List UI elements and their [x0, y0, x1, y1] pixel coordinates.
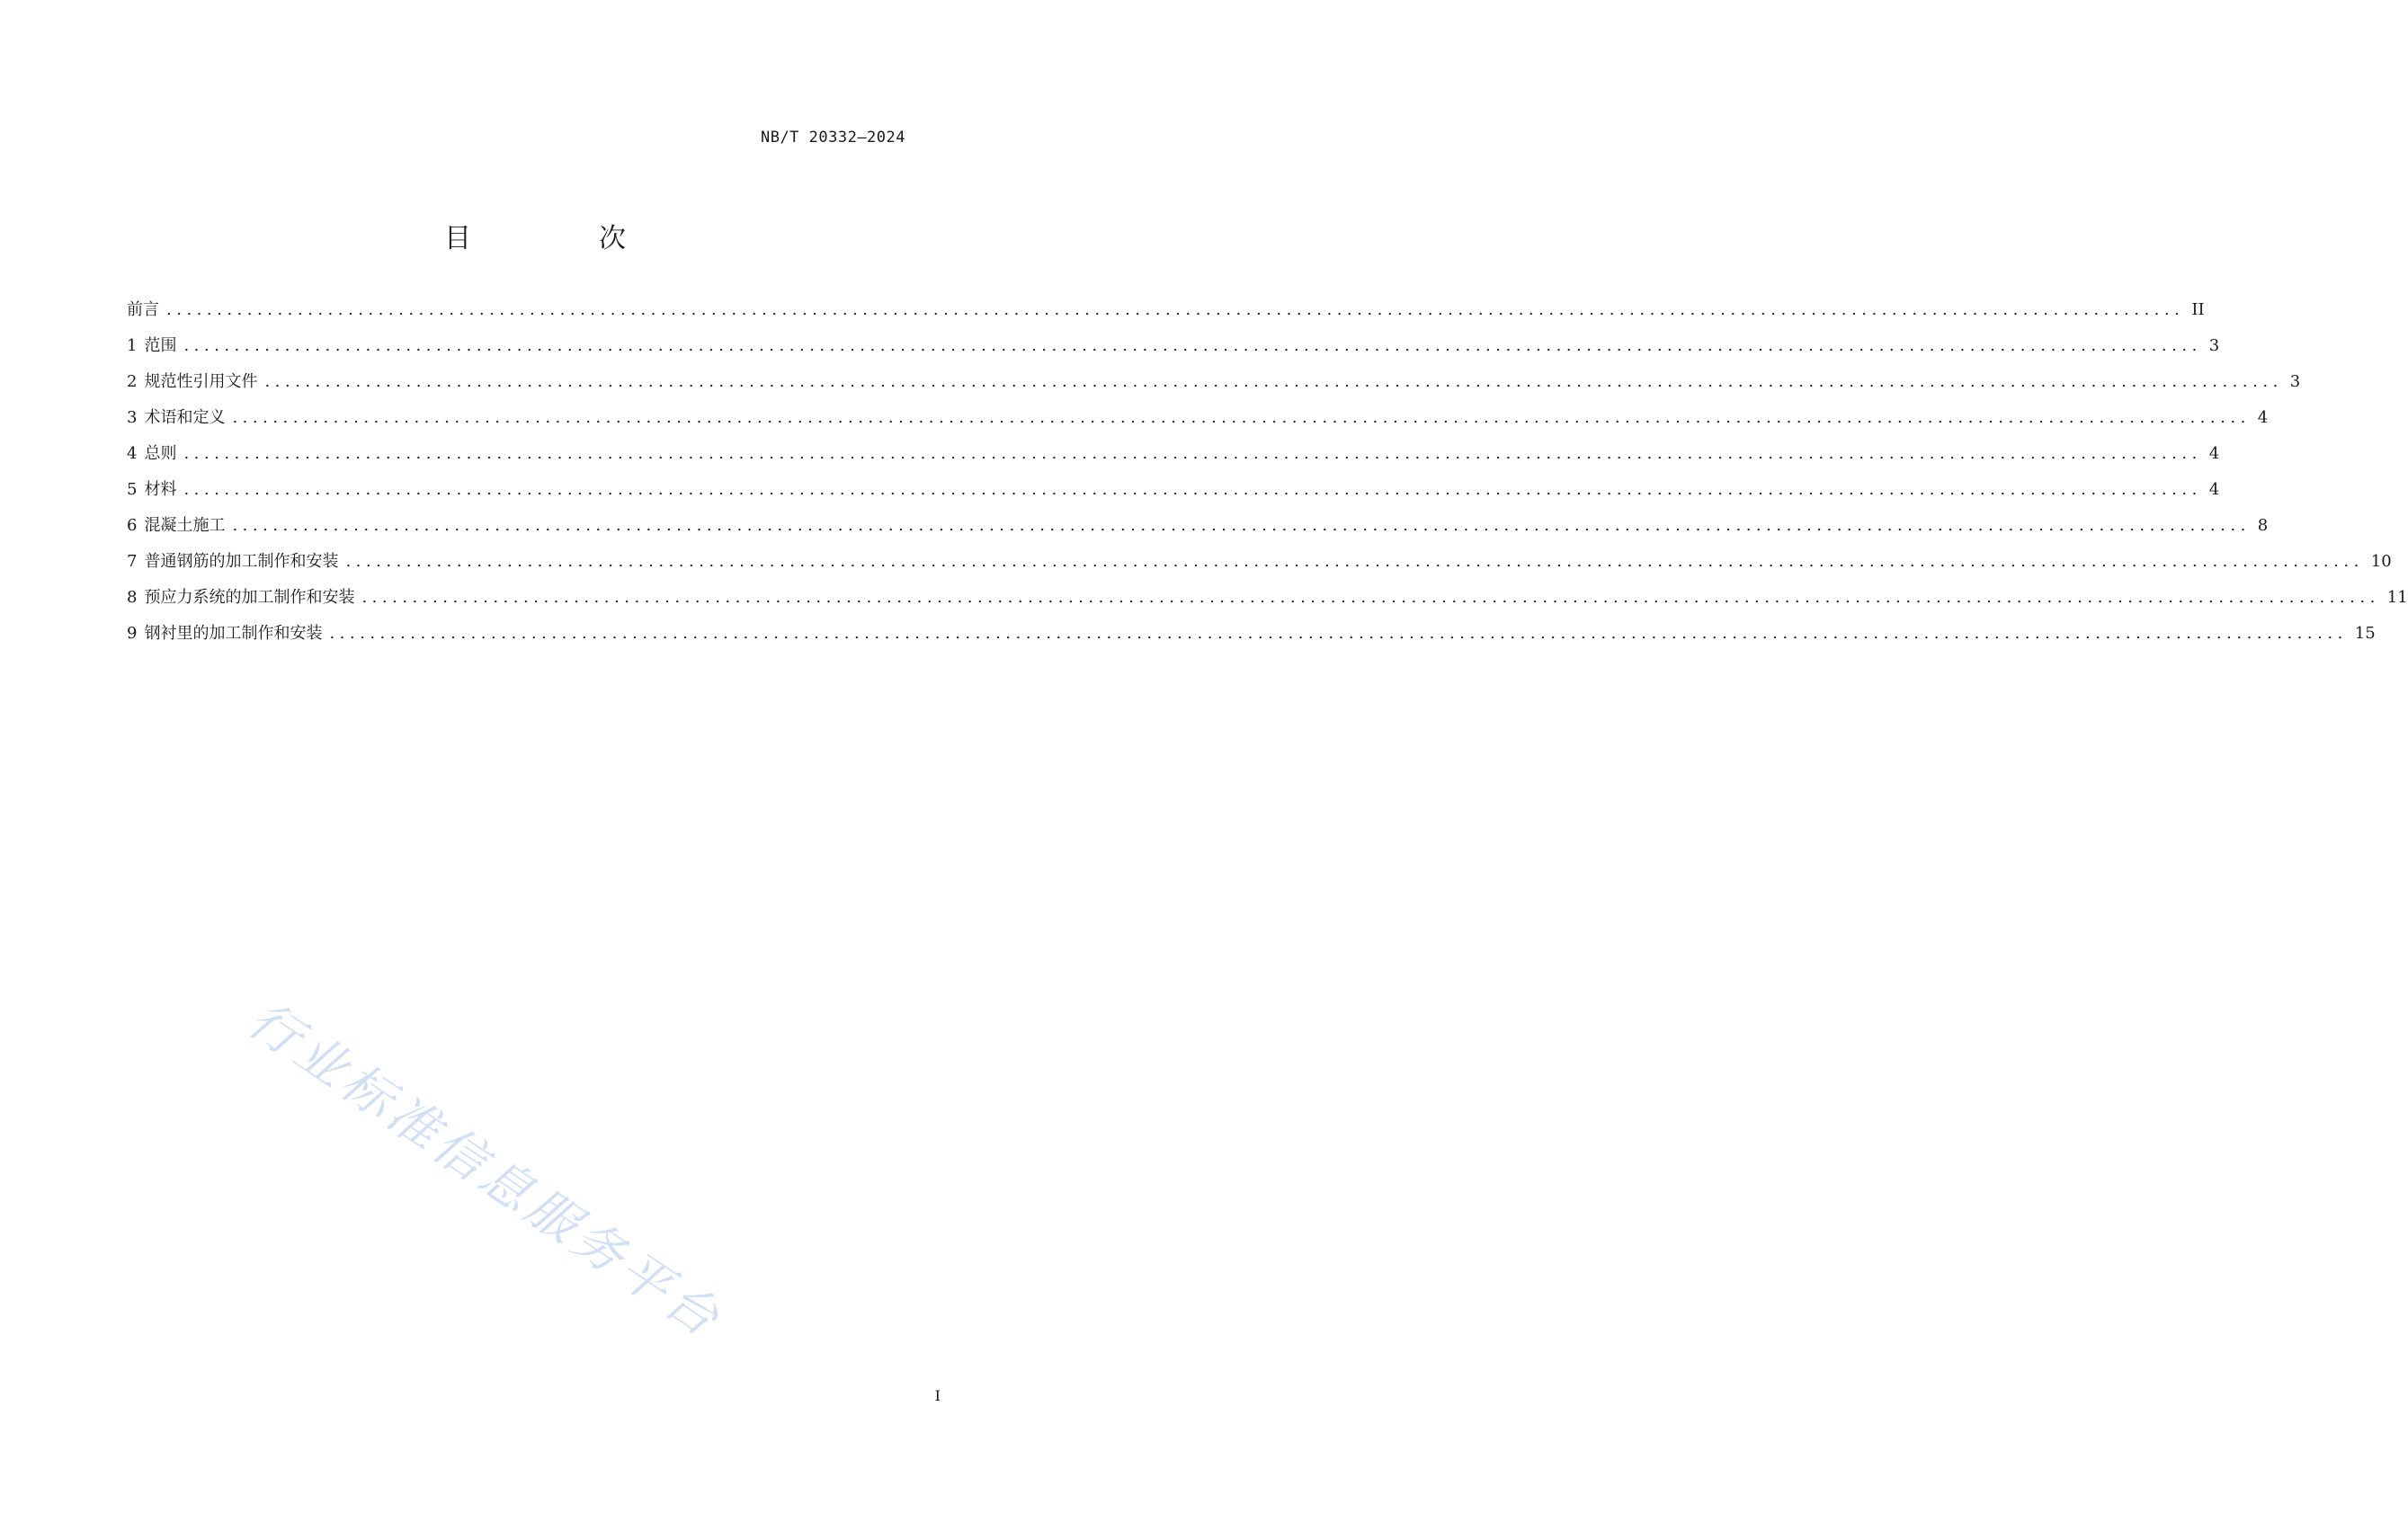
toc-dot-leader: ........................................................................................................................................................................................................ [183, 480, 2202, 499]
toc-entry-page: 15 [2354, 624, 2376, 643]
toc-entry-3[interactable] [127, 400, 2269, 436]
toc-entry-label: 普通钢筋的加工制作和安装 [144, 552, 339, 571]
toc-entry-number: 6 [127, 516, 138, 535]
toc-dot-leader: ........................................................................................................................................................................................................ [361, 588, 2380, 607]
standard-code: NB/T 20332—2024 [760, 129, 905, 147]
toc-entry-page: 3 [2289, 372, 2301, 391]
toc-entry-5[interactable] [127, 472, 2220, 508]
toc-entry-number: 4 [127, 444, 138, 463]
toc-entry-label: 材料 [144, 480, 177, 499]
toc-entry-number: 8 [127, 588, 138, 607]
toc-entry-page: 4 [2257, 408, 2269, 427]
toc-entry-8[interactable] [127, 580, 2408, 616]
toc-entry-label: 前言 [127, 300, 159, 319]
toc-entry-7[interactable] [127, 544, 2392, 580]
toc-dot-leader: ........................................................................................................................................................................................................ [232, 408, 2251, 427]
toc-entry-9[interactable] [127, 616, 2376, 652]
toc-entry-label: 钢衬里的加工制作和安装 [144, 624, 323, 643]
toc-dot-leader: ........................................................................................................................................................................................................ [329, 624, 2348, 643]
toc-entry-label: 范围 [144, 336, 177, 355]
toc-entry-number: 9 [127, 624, 138, 643]
toc-entry-number: 1 [127, 336, 138, 355]
toc-dot-leader: ........................................................................................................................................................................................................ [183, 444, 2202, 463]
toc-title: 目 次 [444, 223, 676, 254]
toc-entry-label: 规范性引用文件 [144, 372, 258, 391]
toc-entry-label: 总则 [144, 444, 177, 463]
toc-entry-label: 术语和定义 [144, 408, 226, 427]
toc-entry-page: 10 [2370, 552, 2392, 571]
toc-entry-label: 混凝土施工 [144, 516, 226, 535]
toc-entry-page: 11 [2386, 588, 2408, 607]
toc-entry-label: 预应力系统的加工制作和安装 [144, 588, 355, 607]
toc-entry-page: 4 [2208, 480, 2220, 499]
table-of-contents [127, 292, 2408, 652]
toc-entry-number: 3 [127, 408, 138, 427]
toc-dot-leader: ........................................................................................................................................................................................................ [264, 372, 2283, 391]
toc-entry-2[interactable] [127, 364, 2301, 400]
toc-entry-page: II [2191, 300, 2205, 319]
toc-entry-1[interactable] [127, 328, 2220, 364]
toc-entry-page: 8 [2257, 516, 2269, 535]
page-number: I [934, 1387, 941, 1404]
toc-dot-leader: ........................................................................................................................................................................................................ [183, 336, 2202, 355]
toc-entry-page: 3 [2208, 336, 2220, 355]
toc-entry-foreword[interactable] [127, 292, 2205, 328]
toc-entry-number: 2 [127, 372, 138, 391]
toc-entry-number: 7 [127, 552, 138, 571]
toc-entry-number: 5 [127, 480, 138, 499]
toc-dot-leader: ........................................................................................................................................................................................................ [345, 552, 2364, 571]
toc-entry-6[interactable] [127, 508, 2269, 544]
toc-entry-4[interactable] [127, 436, 2220, 472]
toc-entry-page: 4 [2208, 444, 2220, 463]
toc-dot-leader: ........................................................................................................................................................................................................ [232, 516, 2251, 535]
toc-dot-leader: ........................................................................................................................................................................................................ [166, 300, 2185, 319]
watermark: 行业标准信息服务平台 [237, 990, 733, 1351]
